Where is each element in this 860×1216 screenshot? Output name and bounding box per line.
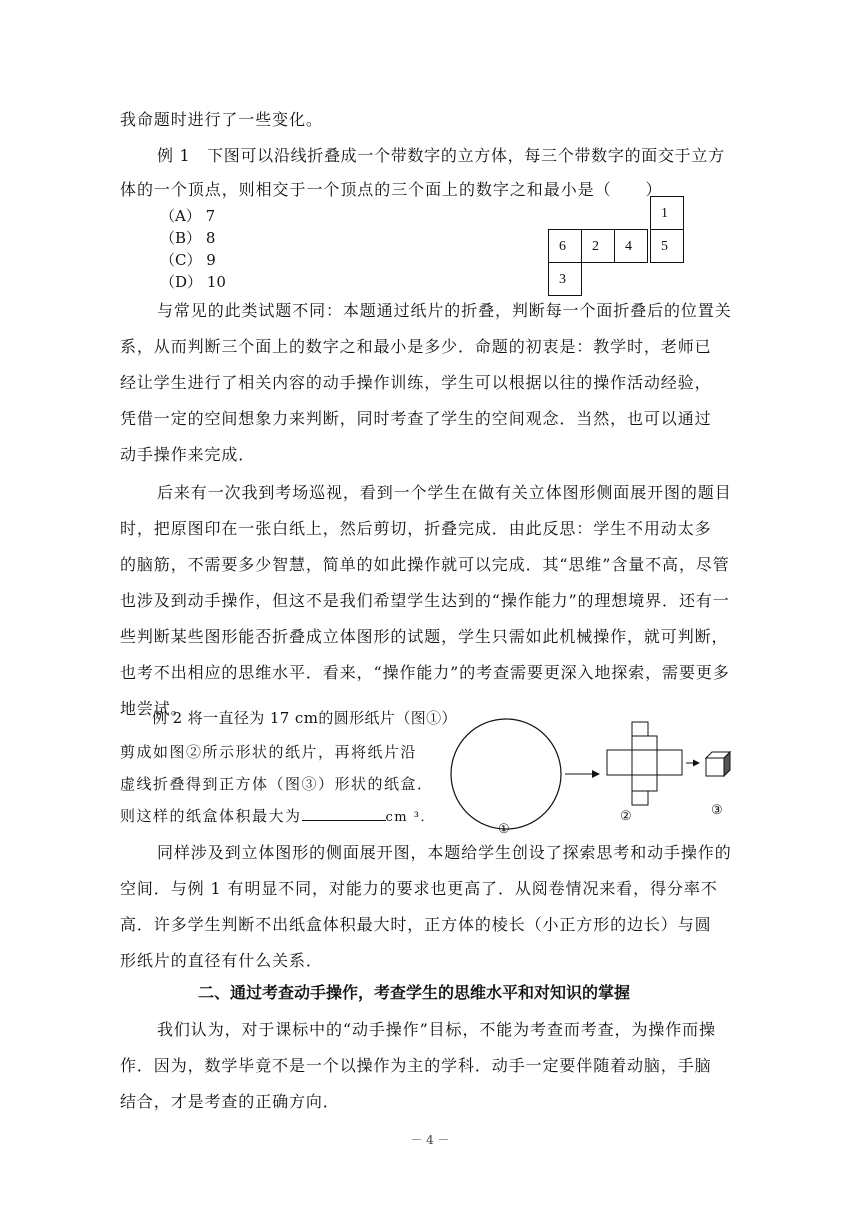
text-line: 空间．与例 1 有明显不同，对能力的要求也更高了．从阅卷情况来看，得分率不 bbox=[120, 879, 718, 898]
net-cell: 6 bbox=[548, 229, 582, 263]
example1-question: 体的一个顶点，则相交于一个顶点的三个面上的数字之和最小是（ ） bbox=[120, 180, 663, 199]
example2-question: 例 2 将一直径为 17 cm的圆形纸片（图①） bbox=[152, 709, 457, 727]
page-number: － 4 － bbox=[410, 1133, 450, 1147]
text-line: 我命题时进行了一些变化。 bbox=[120, 110, 323, 129]
option-b: （B） 8 bbox=[160, 229, 216, 247]
net-cell: 1 bbox=[650, 196, 684, 230]
net-cell: 4 bbox=[614, 229, 648, 263]
net-cell: 5 bbox=[650, 229, 684, 263]
text-line: 动手操作来完成． bbox=[120, 445, 256, 464]
example1-question: 例 1 下图可以沿线折叠成一个带数字的立方体，每三个带数字的面交于立方 bbox=[157, 146, 725, 165]
text-line: 的脑筋，不需要多少智慧，简单的如此操作就可以完成．其“思维”含量不高，尽管 bbox=[120, 555, 730, 574]
net-cell: 2 bbox=[581, 229, 615, 263]
text-line: 凭借一定的空间想象力来判断，同时考查了学生的空间观念．当然，也可以通过 bbox=[120, 409, 712, 428]
option-c: （C） 9 bbox=[160, 251, 216, 269]
example2-figure bbox=[448, 718, 758, 838]
text-line: 地尝试。 bbox=[120, 699, 188, 718]
text-line: 也考不出相应的思维水平．看来，“操作能力”的考查需要更深入地探索，需要更多 bbox=[120, 663, 730, 682]
example2-question: 剪成如图②所示形状的纸片，再将纸片沿 bbox=[120, 743, 418, 761]
option-a: （A） 7 bbox=[160, 207, 216, 225]
answer-blank bbox=[302, 806, 386, 821]
text-line: 同样涉及到立体图形的侧面展开图，本题给学生创设了探索思考和动手操作的 bbox=[157, 843, 732, 862]
example2-question: 虚线折叠得到正方体（图③）形状的纸盒． bbox=[120, 775, 434, 793]
figure-label: ① bbox=[498, 822, 510, 837]
text-line: 系，从而判断三个面上的数字之和最小是多少．命题的初衷是：教学时，老师已 bbox=[120, 337, 712, 356]
example2-question: 则这样的纸盒体积最大为 cm ³． bbox=[120, 807, 435, 825]
text-line: 高．许多学生判断不出纸盒体积最大时，正方体的棱长（小正方形的边长）与圆 bbox=[120, 915, 712, 934]
text-line: 也涉及到动手操作，但这不是我们希望学生达到的“操作能力”的理想境界．还有一 bbox=[120, 591, 730, 610]
figure-label: ③ bbox=[711, 803, 723, 818]
cross-net bbox=[607, 722, 682, 805]
text-line: 些判断某些图形能否折叠成立体图形的试题，学生只需如此机械操作，就可判断， bbox=[120, 627, 729, 646]
net-cell: 3 bbox=[548, 262, 582, 296]
text-line: 时，把原图印在一张白纸上，然后剪切，折叠完成．由此反思：学生不用动太多 bbox=[120, 519, 712, 538]
text-line: 我们认为，对于课标中的“动手操作”目标，不能为考查而考查，为操作而操 bbox=[157, 1020, 716, 1039]
text-line: 作．因为，数学毕竟不是一个以操作为主的学科．动手一定要伴随着动脑，手脑 bbox=[120, 1056, 712, 1075]
text-line: 经让学生进行了相关内容的动手操作训练，学生可以根据以往的操作活动经验， bbox=[120, 373, 712, 392]
figure-label: ② bbox=[620, 809, 632, 824]
text-line: 与常见的此类试题不同：本题通过纸片的折叠，判断每一个面折叠后的位置关 bbox=[157, 301, 732, 320]
section-heading: 二、通过考查动手操作，考查学生的思维水平和对知识的掌握 bbox=[198, 983, 631, 1002]
text-line: 形纸片的直径有什么关系． bbox=[120, 951, 323, 970]
small-cube bbox=[706, 752, 730, 776]
text-line: 后来有一次我到考场巡视，看到一个学生在做有关立体图形侧面展开图的题目 bbox=[157, 483, 732, 502]
paper-circle bbox=[451, 719, 561, 829]
option-d: （D） 10 bbox=[160, 273, 226, 291]
text-line: 结合，才是考查的正确方向． bbox=[120, 1092, 340, 1111]
